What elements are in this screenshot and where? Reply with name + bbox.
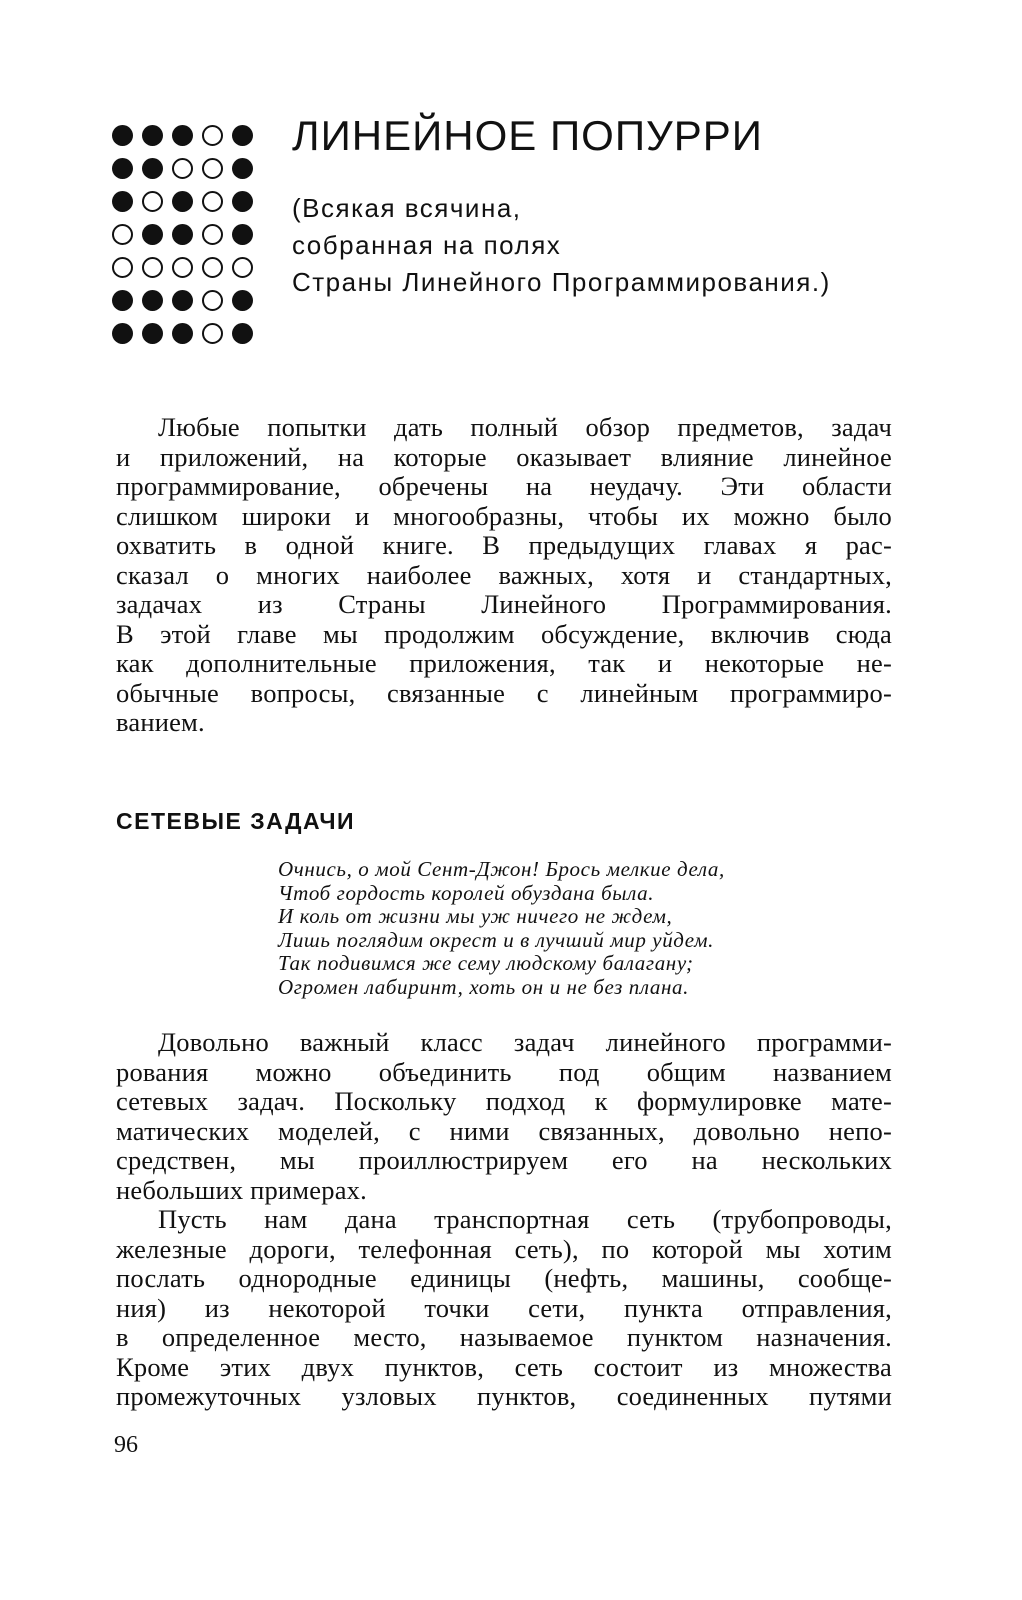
epigraph-line: Огромен лабиринт, хоть он и не без плана. [278,974,689,999]
section-heading: СЕТЕВЫЕ ЗАДАЧИ [116,808,356,834]
open-dot [202,257,223,278]
text-line: охватить в одной книге. В предыдущих главах я рас- [116,530,892,560]
filled-dot [172,191,193,212]
open-dot [172,158,193,179]
text-line: программирование, обречены на неудачу. Эти области [116,471,892,501]
filled-dot [142,125,163,146]
dot-emblem [112,122,258,353]
subtitle-line: Страны Линейного Программирования.) [292,267,831,297]
text-line: матических моделей, с ними связанных, довольно непо- [116,1115,892,1146]
filled-dot [142,158,163,179]
text-line: Кроме этих двух пунктов, сеть состоит из множества [116,1351,892,1382]
filled-dot [232,191,253,212]
body-paragraph [116,1205,892,1412]
subtitle-line: собранная на полях [292,230,562,260]
epigraph-line: Очнись, о мой Сент-Джон! Брось мелкие дела, [278,857,725,881]
filled-dot [232,224,253,245]
text-line: как дополнительные приложения, так и некоторые не- [116,648,892,678]
text-line: Любые попытки дать полный обзор предметов, задач [158,412,892,442]
filled-dot [232,290,253,311]
text-line: рования можно объединить под общим названием [116,1056,892,1087]
filled-dot [112,323,133,344]
text-line: задачах из Страны Линейного Программирования. [116,589,892,619]
open-dot [142,191,163,212]
text-line: слишком широки и многообразны, чтобы их можно было [116,500,892,531]
body-paragraph [116,1028,892,1205]
subtitle-line: (Всякая всячина, [292,193,522,223]
filled-dot [172,224,193,245]
text-line: обычные вопросы, связанные с линейным программиро- [116,677,892,708]
text-line: Пусть нам дана транспортная сеть (трубопроводы, [158,1204,892,1234]
text-line: сетевых задач. Поскольку подход к формулировке мате- [116,1086,892,1116]
text-line: и приложений, на которые оказывает влияние линейное [116,441,892,472]
text-line: в определенное место, называемое пунктом назначения. [116,1322,892,1352]
open-dot [232,257,253,278]
filled-dot [112,191,133,212]
open-dot [172,257,193,278]
epigraph-line: Чтоб гордость королей обуздана была. [278,880,655,905]
filled-dot [112,158,133,179]
open-dot [142,257,163,278]
text-line: ния) из некоторой точки сети, пункта отправления, [116,1292,892,1323]
filled-dot [172,290,193,311]
filled-dot [232,158,253,179]
chapter-title: ЛИНЕЙНОЕ ПОПУРРИ [292,112,763,159]
text-line: В этой главе мы продолжим обсуждение, включив сюда [116,618,892,649]
filled-dot [142,290,163,311]
epigraph-line: Так подивимся же сему людскому балагану; [278,951,694,975]
text-line: небольших примерах. [116,1174,367,1205]
intro-paragraph [116,413,892,738]
epigraph-line: Лишь поглядим окрест и в лучший мир уйдем. [278,927,715,952]
epigraph-line: И коль от жизни мы уж ничего не ждем, [278,904,673,928]
text-line: промежуточных узловых пунктов, соединенных путями [116,1381,892,1411]
text-line: Довольно важный класс задач линейного программи- [158,1027,892,1057]
filled-dot [142,323,163,344]
filled-dot [112,125,133,146]
filled-dot [172,125,193,146]
filled-dot [142,224,163,245]
chapter-subtitle [292,190,831,301]
open-dot [202,323,223,344]
open-dot [112,257,133,278]
filled-dot [112,290,133,311]
text-line: послать однородные единицы (нефть, машины, сообще- [116,1263,892,1293]
open-dot [112,224,133,245]
open-dot [202,158,223,179]
text-line: ванием. [116,707,205,737]
text-line: средствен, мы проиллюстрируем его на нескольких [116,1145,892,1175]
epigraph [278,858,725,999]
open-dot [202,290,223,311]
filled-dot [232,125,253,146]
open-dot [202,191,223,212]
text-line: сказал о многих наиболее важных, хотя и стандартных, [116,559,892,590]
open-dot [202,125,223,146]
open-dot [202,224,223,245]
filled-dot [232,323,253,344]
filled-dot [172,323,193,344]
page-number: 96 [114,1432,138,1458]
text-line: железные дороги, телефонная сеть), по которой мы хотим [116,1233,892,1264]
